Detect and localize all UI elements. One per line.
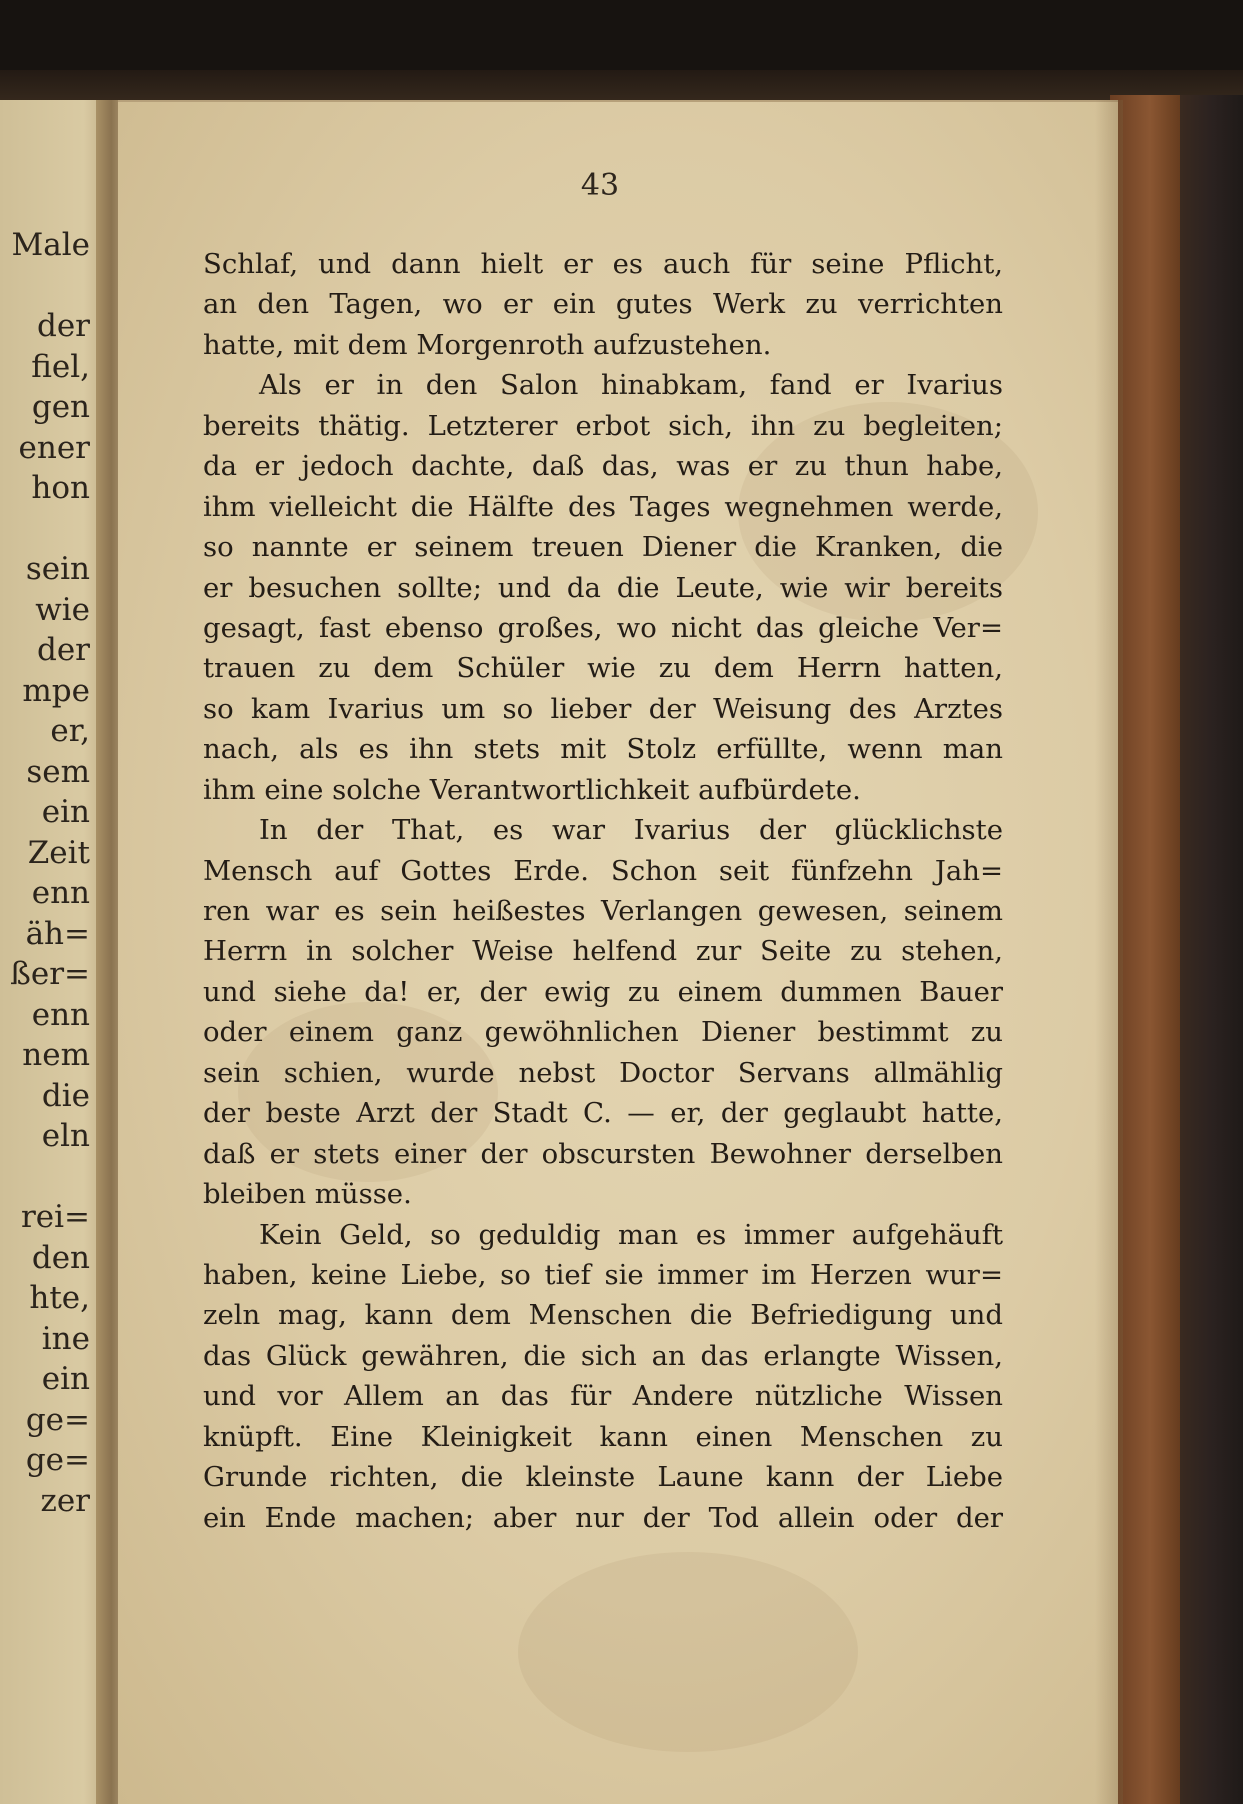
previous-page-fragment: ge= — [25, 1442, 90, 1478]
previous-page-fragment: Male — [11, 227, 90, 263]
binding-spine-edge — [1180, 95, 1243, 1804]
paper-stain — [518, 1552, 858, 1752]
previous-page-fragment: ener — [18, 429, 90, 466]
previous-page-fragment: enn — [31, 875, 90, 911]
previous-page-fragment — [0, 1157, 90, 1198]
text-line: trauen zu dem Schüler wie zu dem Herrn hatten, — [203, 652, 1003, 685]
text-line: Kein Geld, so geduldig man es immer aufgehäuft — [259, 1218, 1003, 1251]
previous-page-fragment: wie — [35, 591, 90, 628]
text-line: Grunde richten, die kleinste Laune kann der Liebe — [203, 1461, 1003, 1494]
text-line: Mensch auf Gottes Erde. Schon seit fünfzehn Jah= — [203, 854, 1003, 887]
text-line: das Glück gewähren, die sich an das erlangte Wissen, — [203, 1339, 1003, 1372]
previous-page-fragment: er, — [50, 713, 90, 749]
previous-page-fragment: zer — [40, 1482, 90, 1519]
previous-page-fragment: rei= — [20, 1199, 90, 1235]
text-line: ren war es sein heißestes Verlangen gewesen, seinem — [203, 895, 1003, 927]
previous-page-fragment: fiel, — [31, 348, 90, 385]
text-line: zeln mag, kann dem Menschen die Befriedigung und — [203, 1299, 1003, 1332]
text-line: an den Tagen, wo er ein gutes Werk zu verrichten — [203, 288, 1003, 321]
text-line: so nannte er seinem treuen Diener die Kranken, die — [203, 531, 1003, 564]
previous-page-fragment: den — [31, 1239, 90, 1276]
previous-page-text-fragments — [0, 225, 90, 1521]
text-line: ihm eine solche Verantwortlichkeit aufbürdete. — [203, 773, 861, 806]
text-line: und siehe da! er, der ewig zu einem dummen Bauer — [203, 975, 1003, 1008]
previous-page-fragment: Zeit — [27, 834, 90, 871]
previous-page-fragment: ein — [41, 794, 90, 830]
text-line: ein Ende machen; aber nur der Tod allein oder der — [203, 1501, 1003, 1534]
previous-page-fragment: ein — [41, 1361, 90, 1397]
text-line: Schlaf, und dann hielt er es auch für seine Pflicht, — [203, 248, 1003, 280]
text-line: da er jedoch dachte, daß das, was er zu thun habe, — [203, 450, 1003, 483]
text-line: hatte, mit dem Morgenroth aufzustehen. — [203, 328, 772, 361]
previous-page-fragment: äh= — [25, 915, 90, 952]
text-line: er besuchen sollte; und da die Leute, wie wir bereits — [203, 571, 1003, 604]
text-line: daß er stets einer der obscursten Bewohner derselben — [203, 1137, 1003, 1170]
text-line: der beste Arzt der Stadt C. — er, der geglaubt hatte, — [203, 1097, 1003, 1130]
previous-page-fragment: sein — [25, 551, 90, 587]
previous-page-fragment: ßer= — [10, 956, 90, 992]
previous-page-fragment — [0, 266, 90, 307]
previous-page-fragment: gen — [31, 389, 90, 425]
text-line: knüpft. Eine Kleinigkeit kann einen Menschen zu — [203, 1420, 1003, 1453]
previous-page-fragment: nem — [22, 1037, 90, 1073]
text-line: nach, als es ihn stets mit Stolz erfüllte, wenn man — [203, 733, 1003, 766]
text-line: In der That, es war Ivarius der glücklichste — [259, 814, 1003, 847]
text-line: Herrn in solcher Weise helfend zur Seite zu stehen, — [203, 935, 1003, 968]
previous-page-fragment: mpe — [22, 672, 90, 709]
page-edge-shadow — [1095, 100, 1123, 1804]
previous-page-fragment: ge= — [25, 1401, 90, 1438]
previous-page-fragment: sem — [26, 753, 90, 790]
text-line: so kam Ivarius um so lieber der Weisung des Arztes — [203, 692, 1003, 725]
text-line: Als er in den Salon hinabkam, fand er Ivarius — [259, 369, 1003, 402]
text-line: bereits thätig. Letzterer erbot sich, ihn zu begleiten; — [203, 409, 1003, 442]
text-line: sein schien, wurde nebst Doctor Servans allmählig — [203, 1056, 1003, 1089]
text-line: ihm vielleicht die Hälfte des Tages wegnehmen werde, — [203, 490, 1003, 523]
text-line: haben, keine Liebe, so tief sie immer im Herzen wur= — [203, 1258, 1003, 1291]
page-number: 43 — [580, 168, 620, 203]
text-line: und vor Allem an das für Andere nützliche Wissen — [203, 1380, 1003, 1413]
previous-page-fragment: der — [36, 308, 90, 344]
page-body-text — [203, 244, 1003, 1538]
previous-page-fragment: der — [36, 632, 90, 668]
previous-page-fragment: enn — [31, 996, 90, 1033]
previous-page-fragment: hte, — [29, 1280, 90, 1316]
previous-page-fragment: ine — [41, 1320, 90, 1357]
text-line: oder einem ganz gewöhnlichen Diener bestimmt zu — [203, 1016, 1003, 1049]
previous-page-fragment — [0, 509, 90, 550]
text-line: gesagt, fast ebenso großes, wo nicht das gleiche Ver= — [203, 611, 1003, 644]
previous-page-fragment: hon — [31, 470, 90, 506]
previous-page-fragment: eln — [41, 1118, 90, 1154]
previous-page-fragment: die — [41, 1077, 90, 1114]
text-line: bleiben müsse. — [203, 1178, 412, 1211]
